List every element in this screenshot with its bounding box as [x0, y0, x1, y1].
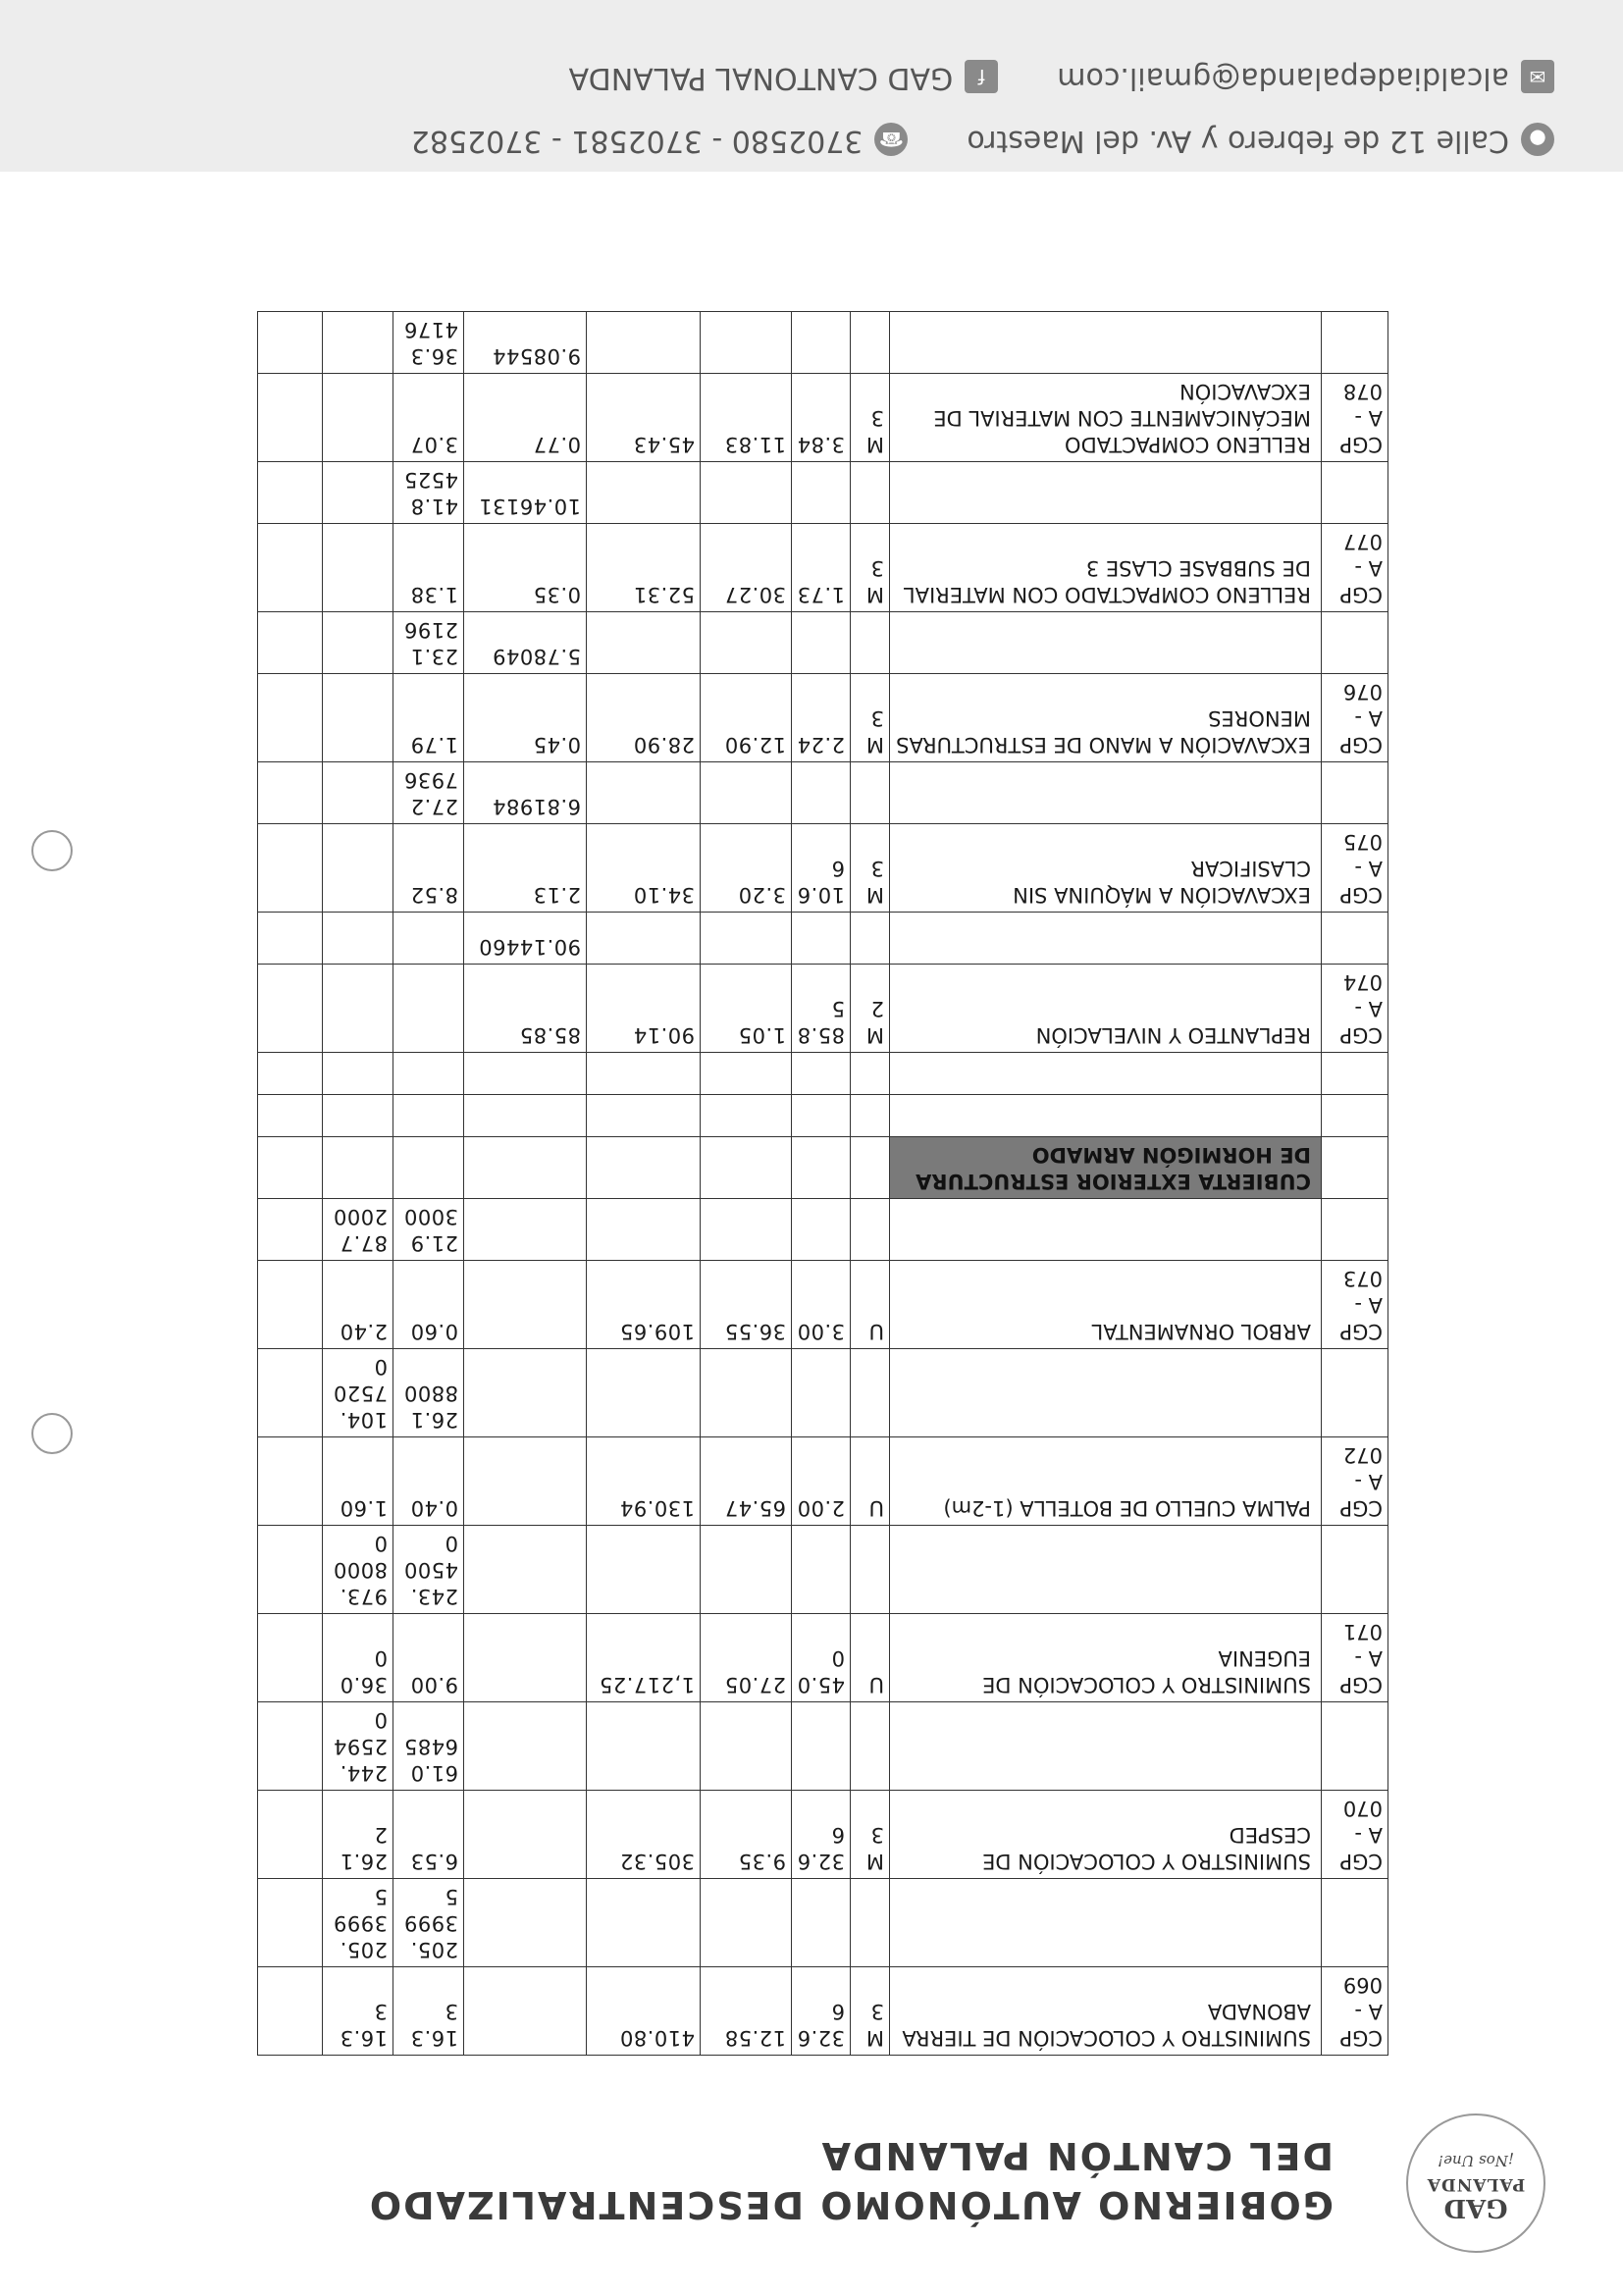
period-3-cell: 244.25940	[323, 1702, 393, 1791]
gad-palanda-logo	[1402, 2110, 1549, 2257]
item-code-cell: CGP A - 070	[1322, 1791, 1388, 1879]
period-3-cell	[323, 913, 393, 965]
quantity-cell	[792, 1526, 851, 1614]
item-code-cell: CGP A - 069	[1322, 1967, 1388, 2056]
table-row	[258, 1261, 1388, 1349]
unit-cell	[851, 1702, 890, 1791]
period-1-cell	[464, 1199, 587, 1261]
period-3-cell	[323, 674, 393, 762]
period-3-cell	[323, 1053, 393, 1095]
unit-cell: M3	[851, 524, 890, 612]
item-code-cell	[1322, 1199, 1388, 1261]
facebook-icon: f	[965, 61, 998, 94]
unit-cell: M2	[851, 965, 890, 1053]
total-cell: 28.90	[587, 674, 701, 762]
period-2-cell: 3.07	[393, 374, 464, 462]
table-subrow	[258, 762, 1388, 824]
unit-price-cell: 11.83	[701, 374, 792, 462]
total-cell: 410.80	[587, 1967, 701, 2056]
period-3-cell: 2.40	[323, 1261, 393, 1349]
quantity-cell: 2.00	[792, 1437, 851, 1526]
period-3-cell: 104.75200	[323, 1349, 393, 1437]
mail-icon: ✉	[1521, 61, 1554, 94]
punch-hole	[31, 830, 73, 871]
period-4-cell	[258, 1053, 323, 1095]
total-cell	[587, 462, 701, 524]
total-cell	[587, 1137, 701, 1199]
total-cell: 45.43	[587, 374, 701, 462]
period-4-cell	[258, 1095, 323, 1137]
unit-cell	[851, 1053, 890, 1095]
period-3-cell: 36.00	[323, 1614, 393, 1702]
item-code-cell	[1322, 1702, 1388, 1791]
unit-cell: U	[851, 1261, 890, 1349]
item-code-cell: CGP A - 072	[1322, 1437, 1388, 1526]
description-cell	[890, 913, 1322, 965]
item-code-cell: CGP A - 074	[1322, 965, 1388, 1053]
period-3-cell: 1.60	[323, 1437, 393, 1526]
description-cell: EXCAVACIÓN A MÁQUINA SIN CLASIFICAR	[890, 824, 1322, 913]
unit-cell: M3	[851, 824, 890, 913]
budget-table	[257, 311, 1388, 2056]
description-cell	[890, 612, 1322, 674]
table-subrow	[258, 612, 1388, 674]
total-cell	[587, 312, 701, 374]
item-code-cell	[1322, 1349, 1388, 1437]
location-pin-icon: ●	[1521, 124, 1554, 157]
unit-price-cell: 27.05	[701, 1614, 792, 1702]
period-1-cell	[464, 1702, 587, 1791]
period-3-cell	[323, 374, 393, 462]
period-1-cell: 6.81984	[464, 762, 587, 824]
description-cell: PALMA CUELLO DE BOTELLA (1-2m)	[890, 1437, 1322, 1526]
item-code-cell	[1322, 1095, 1388, 1137]
table-subrow	[258, 1053, 1388, 1095]
period-4-cell	[258, 1437, 323, 1526]
period-4-cell	[258, 762, 323, 824]
period-1-cell: 2.13	[464, 824, 587, 913]
description-cell	[890, 1095, 1322, 1137]
period-4-cell	[258, 1967, 323, 2056]
table-row	[258, 1967, 1388, 2056]
period-2-cell: 1.38	[393, 524, 464, 612]
period-2-cell: 61.06485	[393, 1702, 464, 1791]
quantity-cell	[792, 1053, 851, 1095]
period-4-cell	[258, 1791, 323, 1879]
period-2-cell	[393, 1095, 464, 1137]
table-subrow	[258, 1349, 1388, 1437]
unit-cell: M3	[851, 1791, 890, 1879]
description-cell	[890, 1526, 1322, 1614]
period-3-cell: 973.80000	[323, 1526, 393, 1614]
table-subrow	[258, 1526, 1388, 1614]
period-1-cell	[464, 1614, 587, 1702]
unit-cell: U	[851, 1437, 890, 1526]
period-4-cell	[258, 1526, 323, 1614]
period-4-cell	[258, 1349, 323, 1437]
footer-phones: 3702580 - 3702581 - 3702582	[410, 124, 864, 158]
unit-cell	[851, 1879, 890, 1967]
description-cell: SUMINISTRO Y COLOCACIÓN DE EUGENIA	[890, 1614, 1322, 1702]
total-cell	[587, 1526, 701, 1614]
period-3-cell	[323, 824, 393, 913]
item-code-cell	[1322, 1053, 1388, 1095]
period-3-cell	[323, 524, 393, 612]
period-2-cell: 21.93000	[393, 1199, 464, 1261]
institution-title-line2: DEL CANTÓN PALANDA	[819, 2134, 1334, 2177]
item-code-cell: CGP A - 075	[1322, 824, 1388, 913]
quantity-cell: 45.00	[792, 1614, 851, 1702]
quantity-cell	[792, 1199, 851, 1261]
footer-email: alcaldiadepalanda@gmail.com	[1057, 61, 1509, 95]
table-subrow	[258, 1702, 1388, 1791]
total-cell: 1,217.25	[587, 1614, 701, 1702]
unit-price-cell: 12.90	[701, 674, 792, 762]
item-code-cell: CGP A - 076	[1322, 674, 1388, 762]
unit-cell	[851, 913, 890, 965]
period-1-cell: 85.85	[464, 965, 587, 1053]
phone-icon: ☎	[874, 124, 908, 157]
total-cell: 34.10	[587, 824, 701, 913]
item-code-cell	[1322, 312, 1388, 374]
logo-text: GAD	[1443, 2193, 1508, 2222]
period-4-cell	[258, 462, 323, 524]
unit-price-cell: 65.47	[701, 1437, 792, 1526]
quantity-cell: 10.66	[792, 824, 851, 913]
period-4-cell	[258, 1702, 323, 1791]
period-1-cell	[464, 1053, 587, 1095]
unit-price-cell	[701, 1526, 792, 1614]
total-cell	[587, 1879, 701, 1967]
period-4-cell	[258, 1614, 323, 1702]
description-cell: EXCAVACIÓN A MANO DE ESTRUCTURAS MENORES	[890, 674, 1322, 762]
table-subrow	[258, 1879, 1388, 1967]
table-row	[258, 674, 1388, 762]
logo-slogan: ¡Nos Une!	[1438, 2152, 1514, 2169]
item-code-cell	[1322, 762, 1388, 824]
period-1-cell: 0.77	[464, 374, 587, 462]
description-cell	[890, 762, 1322, 824]
unit-price-cell	[701, 1349, 792, 1437]
item-code-cell: CGP A - 078	[1322, 374, 1388, 462]
period-2-cell: 0.60	[393, 1261, 464, 1349]
total-cell	[587, 1702, 701, 1791]
period-1-cell: 90.14460	[464, 913, 587, 965]
budget-table-body	[258, 312, 1388, 2056]
description-cell	[890, 1879, 1322, 1967]
period-4-cell	[258, 612, 323, 674]
period-2-cell: 243.45000	[393, 1526, 464, 1614]
period-1-cell	[464, 1526, 587, 1614]
period-2-cell: 8.52	[393, 824, 464, 913]
period-3-cell: 205.39995	[323, 1879, 393, 1967]
unit-price-cell: 30.27	[701, 524, 792, 612]
period-4-cell	[258, 1199, 323, 1261]
quantity-cell: 3.00	[792, 1261, 851, 1349]
table-subrow	[258, 913, 1388, 965]
period-1-cell: 0.35	[464, 524, 587, 612]
total-cell: 90.14	[587, 965, 701, 1053]
total-cell: 109.65	[587, 1261, 701, 1349]
period-3-cell	[323, 312, 393, 374]
period-3-cell	[323, 762, 393, 824]
unit-price-cell	[701, 762, 792, 824]
description-cell	[890, 1053, 1322, 1095]
period-4-cell	[258, 1879, 323, 1967]
item-code-cell	[1322, 1879, 1388, 1967]
period-4-cell	[258, 1261, 323, 1349]
item-code-cell	[1322, 612, 1388, 674]
period-2-cell	[393, 1053, 464, 1095]
period-3-cell: 87.72000	[323, 1199, 393, 1261]
period-1-cell	[464, 1967, 587, 2056]
unit-cell: M3	[851, 674, 890, 762]
unit-price-cell: 1.05	[701, 965, 792, 1053]
footer-address: Calle 12 de febrero y Av. del Maestro	[967, 124, 1509, 158]
quantity-cell	[792, 1702, 851, 1791]
unit-price-cell	[701, 913, 792, 965]
period-2-cell: 41.84525	[393, 462, 464, 524]
period-2-cell	[393, 965, 464, 1053]
letterhead	[48, 2110, 1569, 2257]
unit-price-cell	[701, 1199, 792, 1261]
period-1-cell	[464, 1349, 587, 1437]
period-1-cell: 10.46131	[464, 462, 587, 524]
period-1-cell: 9.08544	[464, 312, 587, 374]
unit-price-cell	[701, 1053, 792, 1095]
unit-price-cell: 36.55	[701, 1261, 792, 1349]
period-3-cell	[323, 965, 393, 1053]
unit-cell: M3	[851, 374, 890, 462]
unit-price-cell: 12.58	[701, 1967, 792, 2056]
period-3-cell: 16.33	[323, 1967, 393, 2056]
unit-cell	[851, 1199, 890, 1261]
period-1-cell	[464, 1137, 587, 1199]
period-2-cell: 16.33	[393, 1967, 464, 2056]
period-2-cell: 23.12196	[393, 612, 464, 674]
quantity-cell: 85.85	[792, 965, 851, 1053]
unit-price-cell	[701, 612, 792, 674]
period-1-cell	[464, 1095, 587, 1137]
period-2-cell: 205.39995	[393, 1879, 464, 1967]
table-row	[258, 1614, 1388, 1702]
unit-cell	[851, 1349, 890, 1437]
unit-cell: U	[851, 1614, 890, 1702]
footer-banner	[0, 0, 1623, 172]
quantity-cell: 2.24	[792, 674, 851, 762]
period-4-cell	[258, 1137, 323, 1199]
description-cell	[890, 462, 1322, 524]
quantity-cell	[792, 1879, 851, 1967]
unit-cell	[851, 1526, 890, 1614]
unit-price-cell	[701, 1702, 792, 1791]
table-subrow	[258, 1199, 1388, 1261]
table-row	[258, 374, 1388, 462]
institution-title-line1: GOBIERNO AUTÓNOMO DESCENTRALIZADO	[367, 2183, 1334, 2226]
quantity-cell: 1.73	[792, 524, 851, 612]
period-1-cell: 0.45	[464, 674, 587, 762]
period-3-cell	[323, 612, 393, 674]
period-3-cell	[323, 1137, 393, 1199]
description-cell: REPLANTEO Y NIVELACIÓN	[890, 965, 1322, 1053]
description-cell	[890, 312, 1322, 374]
description-cell	[890, 1702, 1322, 1791]
period-3-cell	[323, 462, 393, 524]
period-2-cell: 27.27936	[393, 762, 464, 824]
description-cell	[890, 1199, 1322, 1261]
unit-price-cell	[701, 1095, 792, 1137]
total-cell	[587, 612, 701, 674]
unit-cell	[851, 762, 890, 824]
total-cell	[587, 1053, 701, 1095]
unit-price-cell: 3.20	[701, 824, 792, 913]
unit-cell: M3	[851, 1967, 890, 2056]
period-1-cell	[464, 1879, 587, 1967]
period-2-cell: 0.40	[393, 1437, 464, 1526]
period-1-cell: 5.78049	[464, 612, 587, 674]
period-2-cell: 26.18800	[393, 1349, 464, 1437]
item-code-cell: CGP A - 077	[1322, 524, 1388, 612]
table-subrow	[258, 1095, 1388, 1137]
period-4-cell	[258, 674, 323, 762]
table-subrow	[258, 312, 1388, 374]
quantity-cell: 3.84	[792, 374, 851, 462]
unit-cell	[851, 312, 890, 374]
description-cell	[890, 1349, 1322, 1437]
unit-cell	[851, 462, 890, 524]
quantity-cell: 32.66	[792, 1967, 851, 2056]
period-4-cell	[258, 965, 323, 1053]
period-1-cell	[464, 1261, 587, 1349]
item-code-cell	[1322, 1137, 1388, 1199]
footer-line-1	[411, 124, 1554, 159]
period-3-cell: 26.12	[323, 1791, 393, 1879]
unit-price-cell: 9.35	[701, 1791, 792, 1879]
quantity-cell	[792, 462, 851, 524]
table-row	[258, 1791, 1388, 1879]
description-cell: ARBOL ORNAMENTAL	[890, 1261, 1322, 1349]
total-cell: 130.94	[587, 1437, 701, 1526]
period-3-cell	[323, 1095, 393, 1137]
description-cell: RELLENO COMPACTADO MECÁNICAMENTE CON MATERIAL DE EXCAVACIÓN	[890, 374, 1322, 462]
quantity-cell	[792, 1095, 851, 1137]
period-2-cell: 1.79	[393, 674, 464, 762]
footer-line-2	[569, 61, 1554, 96]
period-4-cell	[258, 824, 323, 913]
total-cell	[587, 1095, 701, 1137]
total-cell	[587, 913, 701, 965]
description-cell: SUMINISTRO Y COLOCACIÓN DE TIERRA ABONADA	[890, 1967, 1322, 2056]
total-cell: 305.32	[587, 1791, 701, 1879]
item-code-cell	[1322, 913, 1388, 965]
section-row	[258, 1137, 1388, 1199]
period-4-cell	[258, 524, 323, 612]
table-subrow	[258, 462, 1388, 524]
period-2-cell	[393, 913, 464, 965]
quantity-cell: 32.66	[792, 1791, 851, 1879]
quantity-cell	[792, 762, 851, 824]
unit-price-cell	[701, 1879, 792, 1967]
budget-table-wrapper	[258, 311, 1388, 2056]
period-1-cell	[464, 1791, 587, 1879]
item-code-cell	[1322, 462, 1388, 524]
punch-hole	[31, 1413, 73, 1454]
item-code-cell	[1322, 1526, 1388, 1614]
item-code-cell: CGP A - 071	[1322, 1614, 1388, 1702]
table-row	[258, 524, 1388, 612]
period-2-cell	[393, 1137, 464, 1199]
quantity-cell	[792, 312, 851, 374]
item-code-cell: CGP A - 073	[1322, 1261, 1388, 1349]
unit-price-cell	[701, 462, 792, 524]
period-4-cell	[258, 374, 323, 462]
quantity-cell	[792, 612, 851, 674]
logo-subtext: PALANDA	[1426, 2174, 1526, 2194]
period-4-cell	[258, 312, 323, 374]
total-cell: 52.31	[587, 524, 701, 612]
total-cell	[587, 1349, 701, 1437]
footer-social: GAD CANTONAL PALANDA	[568, 61, 954, 95]
period-4-cell	[258, 913, 323, 965]
description-cell: CUBIERTA EXTERIOR ESTRUCTURA DE HORMIGÓN ARMADO	[890, 1137, 1322, 1199]
period-2-cell: 6.53	[393, 1791, 464, 1879]
description-cell: SUMINISTRO Y COLOCACIÓN DE CESPED	[890, 1791, 1322, 1879]
period-2-cell: 9.00	[393, 1614, 464, 1702]
period-1-cell	[464, 1437, 587, 1526]
institution-title	[368, 2131, 1334, 2229]
table-row	[258, 965, 1388, 1053]
quantity-cell	[792, 913, 851, 965]
description-cell: RELLENO COMPACTADO CON MATERIAL DE SUBBASE CLASE 3	[890, 524, 1322, 612]
unit-cell	[851, 1095, 890, 1137]
quantity-cell	[792, 1349, 851, 1437]
unit-cell	[851, 612, 890, 674]
total-cell	[587, 1199, 701, 1261]
quantity-cell	[792, 1137, 851, 1199]
total-cell	[587, 762, 701, 824]
unit-cell	[851, 1137, 890, 1199]
table-row	[258, 1437, 1388, 1526]
unit-price-cell	[701, 1137, 792, 1199]
period-2-cell: 36.34176	[393, 312, 464, 374]
table-row	[258, 824, 1388, 913]
unit-price-cell	[701, 312, 792, 374]
